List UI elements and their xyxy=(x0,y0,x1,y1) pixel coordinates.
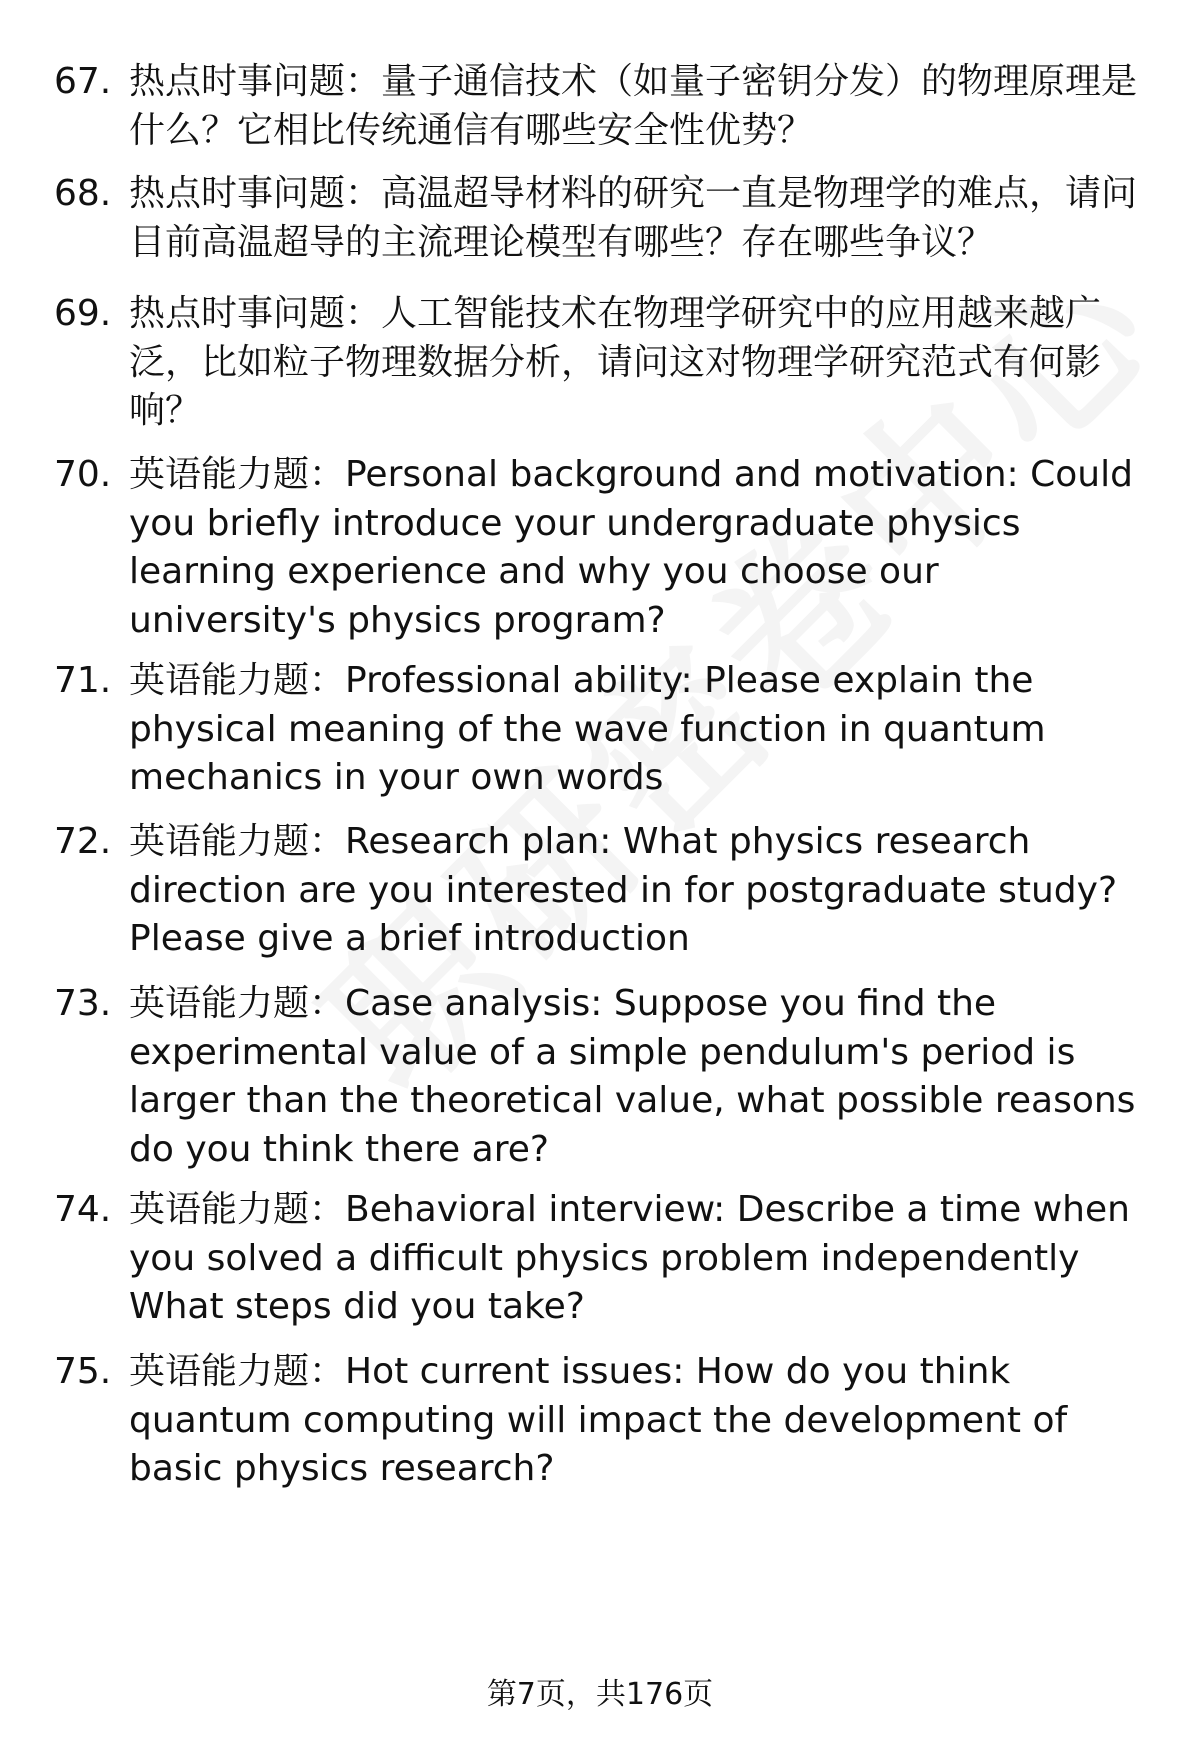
question-item xyxy=(54,980,1154,1174)
question-number: 72. xyxy=(54,821,112,862)
question-number: 75. xyxy=(54,1351,112,1392)
question-text: 热点时事问题：人工智能技术在物理学研究中的应用越来越广泛，比如粒子物理数据分析，请问这对物理学研究范式有何影响？ xyxy=(129,293,1102,431)
question-text: 英语能力题：Personal background and motivation: Could you briefly introduce your undergraduate physics learning experience and why you choose our university's physics program? xyxy=(129,454,1133,641)
question-text: 英语能力题：Professional ability: Please explain the physical meaning of the wave function in quantum mechanics in your own words xyxy=(129,660,1046,798)
question-item xyxy=(54,657,1154,803)
question-item xyxy=(54,1186,1154,1332)
question-item xyxy=(54,290,1154,436)
question-item xyxy=(54,451,1154,645)
question-number: 68. xyxy=(54,173,112,214)
question-item xyxy=(54,170,1154,267)
question-text: 英语能力题：Research plan: What physics research direction are you interested in for postgraduate study? Please give a brief introduction xyxy=(129,821,1118,959)
question-number: 70. xyxy=(54,454,112,495)
question-text: 热点时事问题：高温超导材料的研究一直是物理学的难点，请问目前高温超导的主流理论模型有哪些？存在哪些争议？ xyxy=(129,173,1138,263)
question-text: 热点时事问题：量子通信技术（如量子密钥分发）的物理原理是什么？它相比传统通信有哪些安全性优势？ xyxy=(129,61,1138,151)
question-number: 74. xyxy=(54,1189,112,1230)
question-text: 英语能力题：Behavioral interview: Describe a time when you solved a difficult physics problem independently What steps did you take? xyxy=(129,1189,1130,1327)
question-number: 67. xyxy=(54,61,112,102)
question-text: 英语能力题：Hot current issues: How do you think quantum computing will impact the development of basic physics research? xyxy=(129,1351,1068,1489)
question-number: 69. xyxy=(54,293,112,334)
question-number: 71. xyxy=(54,660,112,701)
question-item xyxy=(54,1348,1154,1494)
question-number: 73. xyxy=(54,983,112,1024)
question-item xyxy=(54,818,1154,964)
question-text: 英语能力题：Case analysis: Suppose you find the experimental value of a simple pendulum's period is larger than the theoretical value, what possible reasons do you think there are? xyxy=(129,983,1136,1170)
page-footer: 第7页，共176页 xyxy=(486,1677,714,1712)
question-item xyxy=(54,58,1154,155)
